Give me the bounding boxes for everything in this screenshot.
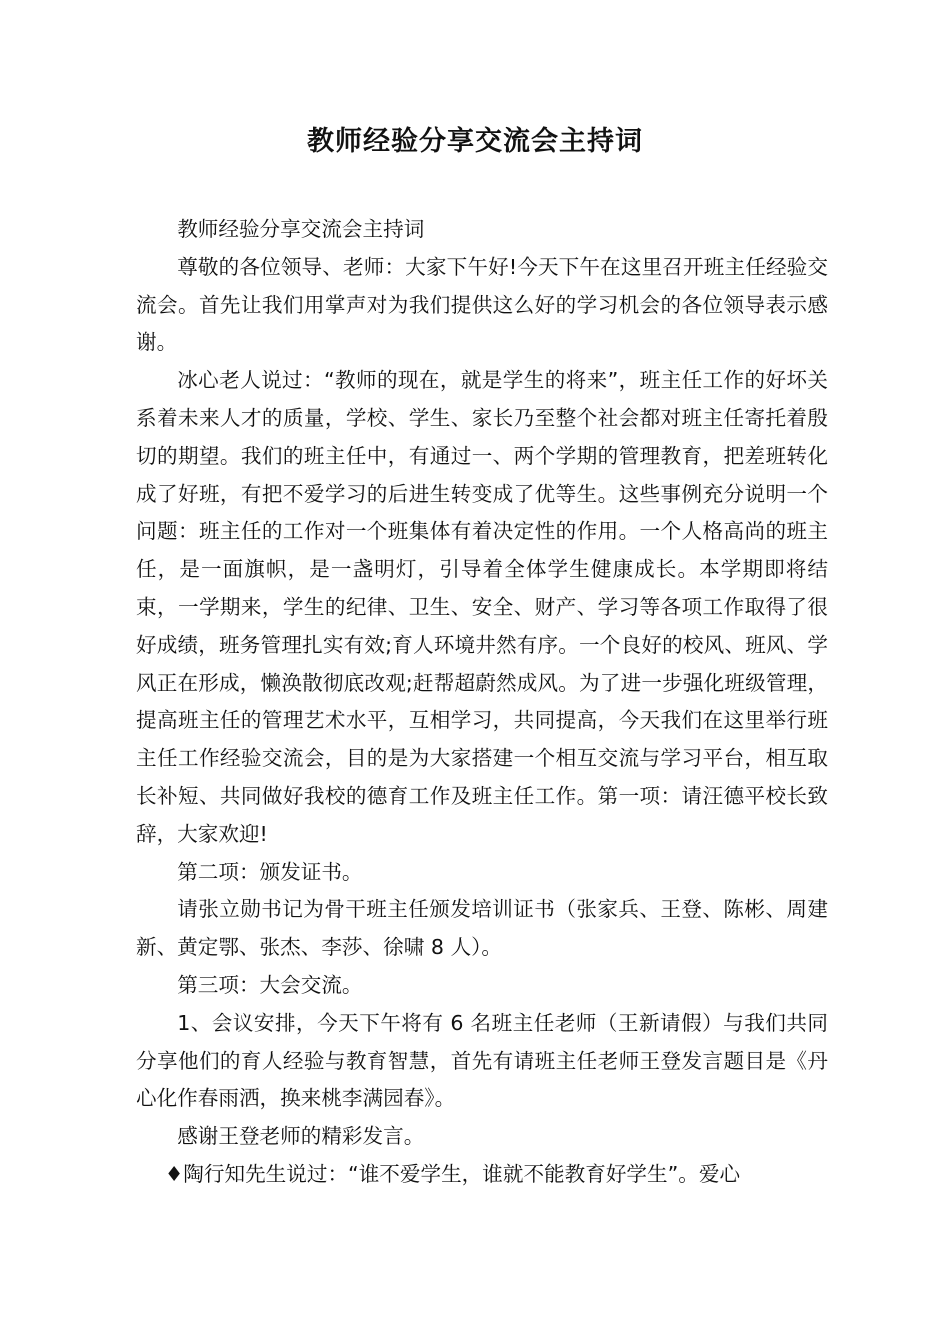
paragraph-certificates: 请张立勋书记为骨干班主任颁发培训证书（张家兵、王登、陈彬、周建新、黄定鄂、张杰、李莎、徐啸 8 人）。	[136, 897, 828, 960]
paragraph-quote: ♦陶行知先生说过：“谁不爱学生，谁就不能教育好学生”。爱心	[164, 1161, 741, 1186]
paragraph-item-2: 第二项：颁发证书。	[177, 859, 363, 884]
paragraph-greeting: 尊敬的各位领导、老师：大家下午好!今天下午在这里召开班主任经验交流会。首先让我们用掌声对为我们提供这么好的学习机会的各位领导表示感谢。	[136, 254, 828, 355]
paragraph-item-3: 第三项：大会交流。	[177, 972, 363, 997]
paragraph-thanks: 感谢王登老师的精彩发言。	[177, 1124, 425, 1149]
paragraph-subtitle: 教师经验分享交流会主持词	[177, 217, 425, 241]
paragraph-intro: 冰心老人说过：“教师的现在，就是学生的将来”，班主任工作的好坏关系着未来人才的质量，学校、学生、家长乃至整个社会都对班主任寄托着殷切的期望。我们的班主任中，有通过一、两个学期的管理教育，把差班转化成了好班，有把不爱学习的后进生转变成了优等生。这些事例充分说明一个问题：班主任的工作对一个班集体有着决定性的作用。一个人格高尚的班主任，是一面旗帜，是一盏明灯，引导着全体学生健康成长。本学期即将结束，一学期来，学生的纪律、卫生、安全、财产、学习等各项工作取得了很好成绩，班务管理扎实有效;育人环境井然有序。一个良好的校风、班风、学风正在形成，懒涣散彻底改观;赶帮超蔚然成风。为了进一步强化班级管理，提高班主任的管理艺术水平，互相学习，共同提高，今天我们在这里举行班主任工作经验交流会，目的是为大家搭建一个相互交流与学习平台，相互取长补短、共同做好我校的德育工作及班主任工作。第一项：请汪德平校长致辞，大家欢迎!	[136, 368, 828, 846]
document-body	[136, 211, 828, 1194]
paragraph-arrangement: 1、会议安排，今天下午将有 6 名班主任老师（王新请假）与我们共同分享他们的育人经验与教育智慧，首先有请班主任老师王登发言题目是《丹心化作春雨洒，换来桃李满园春》。	[136, 1010, 828, 1111]
document-title: 教师经验分享交流会主持词	[307, 126, 643, 157]
